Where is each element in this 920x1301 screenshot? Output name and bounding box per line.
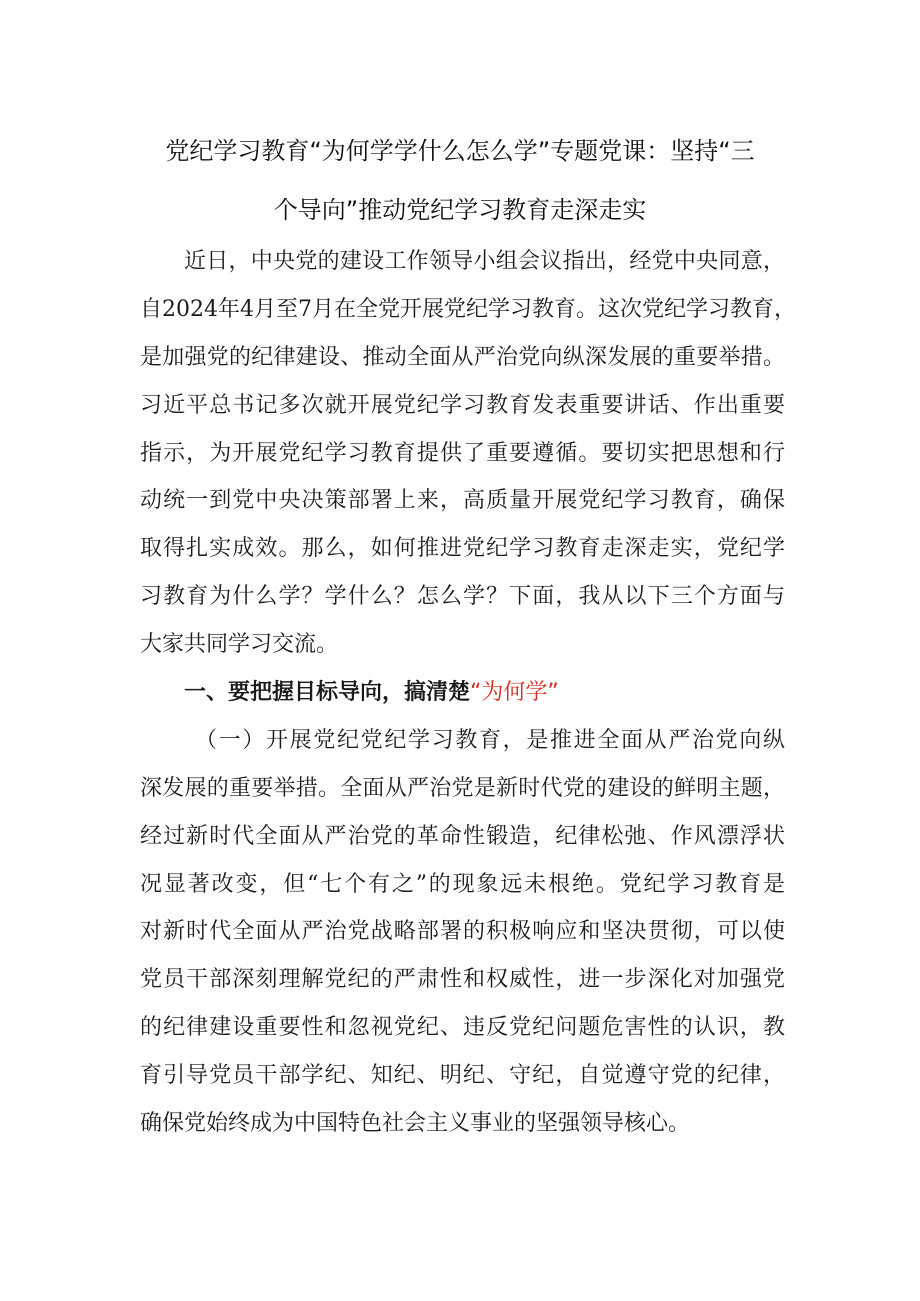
paragraph-line: 习教育为什么学？学什么？怎么学？下面，我从以下三个方面与 [140, 584, 785, 610]
paragraph-line: 动统一到党中央决策部署上来，高质量开展党纪学习教育，确保 [140, 488, 785, 514]
paragraph-line: （一）开展党纪党纪学习教育，是推进全面从严治党向纵 [195, 727, 785, 753]
section-heading [140, 669, 785, 717]
paragraph-line: 党员干部深刻理解党纪的严肃性和权威性，进一步深化对加强党 [140, 967, 785, 993]
section-heading-highlight: “为何学” [470, 680, 559, 706]
paragraph-line: 对新时代全面从严治党战略部署的积极响应和坚决贯彻，可以使 [140, 919, 785, 945]
paragraph-line: 确保党始终成为中国特色社会主义事业的坚强领导核心。 [140, 1111, 691, 1137]
paragraph-line: 况显著改变，但“七个有之”的现象远未根绝。党纪学习教育是 [140, 871, 785, 897]
paragraph-line: 近日，中央党的建设工作领导小组会议指出，经党中央同意， [184, 249, 785, 274]
document-title-line-1: 党纪学习教育“为何学学什么怎么学”专题党课：坚持“三 [165, 137, 755, 165]
paragraph-line: 的纪律建设重要性和忽视党纪、违反党纪问题危害性的认识，教 [140, 1015, 785, 1041]
document-body [140, 238, 796, 1148]
paragraph-line: 育引导党员干部学纪、知纪、明纪、守纪，自觉遵守党的纪律， [140, 1063, 785, 1089]
paragraph-line: 自2024年4月至7月在全党开展党纪学习教育。这次党纪学习教育， [140, 296, 796, 322]
document-title-line-2: 个导向”推动党纪学习教育走深走实 [273, 196, 647, 224]
paragraph-line: 指示，为开展党纪学习教育提供了重要遵循。要切实把思想和行 [140, 440, 785, 466]
paragraph-line: 大家共同学习交流。 [140, 632, 339, 658]
paragraph-line: 取得扎实成效。那么，如何推进党纪学习教育走深走实，党纪学 [140, 536, 785, 562]
paragraph-line: 经过新时代全面从严治党的革命性锻造，纪律松弛、作风漂浮状 [140, 823, 785, 849]
section-heading-text: 一、要把握目标导向，搞清楚 [184, 679, 471, 706]
paragraph-line: 深发展的重要举措。全面从严治党是新时代党的建设的鲜明主题， [140, 775, 785, 801]
paragraph-line: 是加强党的纪律建设、推动全面从严治党向纵深发展的重要举措。 [140, 344, 785, 370]
paragraph-line: 习近平总书记多次就开展党纪学习教育发表重要讲话、作出重要 [140, 392, 785, 418]
